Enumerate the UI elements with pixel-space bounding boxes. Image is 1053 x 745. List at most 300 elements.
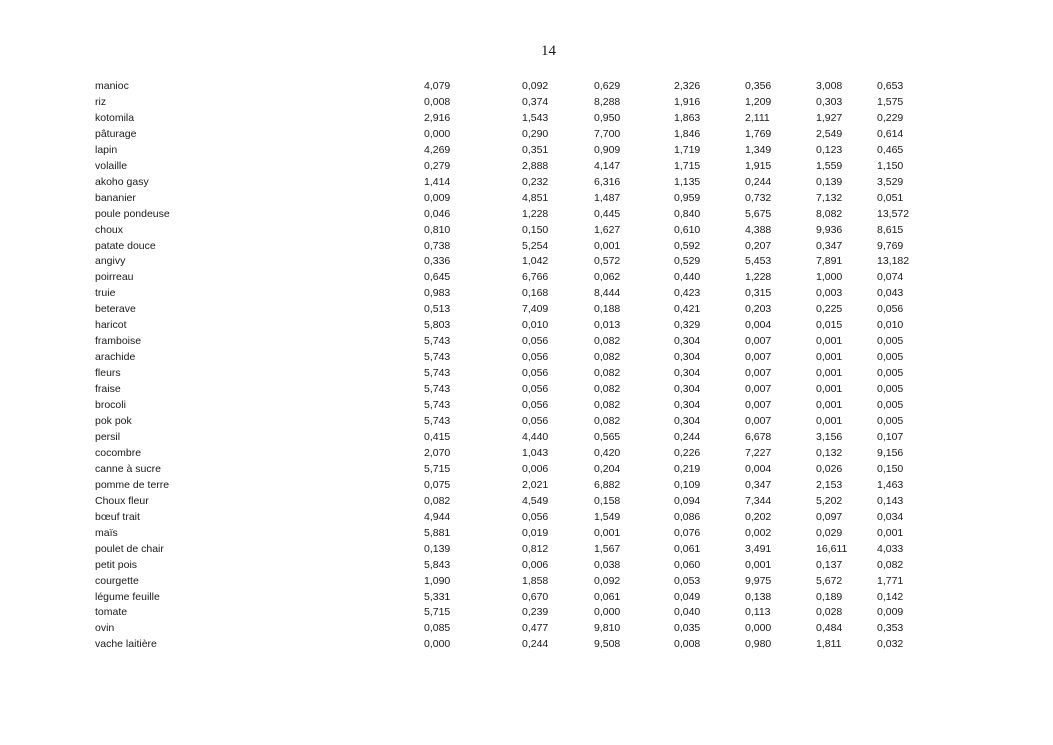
table-cell: 5,881: [424, 526, 451, 539]
table-row: [95, 590, 937, 606]
row-label: ovin: [95, 622, 115, 635]
table-row: [95, 414, 937, 430]
table-cell: 0,123: [816, 143, 843, 156]
table-cell: 9,936: [816, 223, 843, 236]
row-label: bœuf trait: [95, 510, 140, 523]
table-cell: 0,226: [674, 446, 701, 459]
table-cell: 2,070: [424, 446, 451, 459]
table-cell: 0,082: [594, 383, 621, 396]
table-row: [95, 79, 937, 95]
table-cell: 0,738: [424, 239, 451, 252]
row-label: angivy: [95, 255, 126, 268]
table-cell: 0,056: [522, 367, 549, 380]
table-cell: 1,846: [674, 127, 701, 140]
table-cell: 0,477: [522, 622, 549, 635]
row-label: pâturage: [95, 127, 137, 140]
table-cell: 0,204: [594, 462, 621, 475]
row-label: légume feuille: [95, 590, 160, 603]
table-cell: 9,769: [877, 239, 904, 252]
table-cell: 0,336: [424, 255, 451, 268]
table-cell: 4,147: [594, 159, 621, 172]
table-cell: 0,009: [424, 191, 451, 204]
table-cell: 0,139: [424, 542, 451, 555]
table-cell: 0,304: [674, 351, 701, 364]
table-cell: 0,019: [522, 526, 549, 539]
row-label: akoho gasy: [95, 175, 149, 188]
table-cell: 2,153: [816, 478, 843, 491]
table-cell: 0,008: [424, 95, 451, 108]
table-cell: 0,304: [674, 335, 701, 348]
table-cell: 0,810: [424, 223, 451, 236]
row-label: fleurs: [95, 367, 121, 380]
table-cell: 0,005: [877, 383, 904, 396]
table-cell: 0,219: [674, 462, 701, 475]
table-cell: 0,082: [594, 351, 621, 364]
table-cell: 9,156: [877, 446, 904, 459]
table-cell: 1,228: [745, 271, 772, 284]
table-cell: 4,033: [877, 542, 904, 555]
table-cell: 0,445: [594, 207, 621, 220]
table-cell: 0,001: [816, 399, 843, 412]
table-cell: 6,678: [745, 430, 772, 443]
table-cell: 0,351: [522, 143, 549, 156]
table-cell: 7,700: [594, 127, 621, 140]
table-cell: 0,244: [745, 175, 772, 188]
table-cell: 0,304: [674, 383, 701, 396]
row-label: cocombre: [95, 446, 142, 459]
table-cell: 0,003: [816, 287, 843, 300]
table-cell: 0,006: [522, 462, 549, 475]
table-row: [95, 366, 937, 382]
table-cell: 0,049: [674, 590, 701, 603]
table-cell: 0,035: [674, 622, 701, 635]
table-row: [95, 175, 937, 191]
table-cell: 9,810: [594, 622, 621, 635]
table-cell: 4,079: [424, 80, 451, 92]
table-cell: 3,156: [816, 430, 843, 443]
table-cell: 1,135: [674, 175, 701, 188]
row-label: pomme de terre: [95, 478, 170, 491]
row-label: lapin: [95, 143, 118, 156]
table-cell: 0,061: [674, 542, 701, 555]
table-cell: 13,182: [877, 255, 910, 268]
row-label: framboise: [95, 335, 142, 348]
table-row: [95, 223, 937, 239]
table-cell: 0,007: [745, 367, 772, 380]
table-cell: 3,529: [877, 175, 904, 188]
table-cell: 8,288: [594, 95, 621, 108]
table-cell: 13,572: [877, 207, 910, 220]
table-cell: 2,549: [816, 127, 843, 140]
table-cell: 0,002: [745, 526, 772, 539]
table-cell: 1,543: [522, 111, 549, 124]
table-cell: 1,000: [816, 271, 843, 284]
table-cell: 0,484: [816, 622, 843, 635]
table-cell: 7,344: [745, 494, 772, 507]
table-cell: 5,715: [424, 462, 451, 475]
table-cell: 1,414: [424, 175, 451, 188]
table-row: [95, 558, 937, 574]
table-cell: 9,508: [594, 638, 621, 651]
table-row: [95, 382, 937, 398]
table-cell: 0,158: [594, 494, 621, 507]
table-cell: 5,743: [424, 351, 451, 364]
row-label: canne à sucre: [95, 462, 161, 475]
table-cell: 0,670: [522, 590, 549, 603]
table-cell: 0,732: [745, 191, 772, 204]
table-cell: 0,132: [816, 446, 843, 459]
table-cell: 5,743: [424, 415, 451, 428]
table-cell: 4,388: [745, 223, 772, 236]
table-cell: 0,001: [816, 383, 843, 396]
table-cell: 5,715: [424, 606, 451, 619]
table-cell: 0,329: [674, 319, 701, 332]
table-cell: 0,142: [877, 590, 904, 603]
table-cell: 0,000: [594, 606, 621, 619]
table-cell: 0,232: [522, 175, 549, 188]
table-cell: 0,004: [745, 462, 772, 475]
table-cell: 0,572: [594, 255, 621, 268]
table-cell: 5,453: [745, 255, 772, 268]
table-cell: 0,010: [522, 319, 549, 332]
table-cell: 0,645: [424, 271, 451, 284]
row-label: tomate: [95, 606, 128, 619]
table-cell: 1,811: [816, 638, 842, 651]
table-cell: 5,202: [816, 494, 843, 507]
table-row: [95, 621, 937, 637]
table-cell: 0,440: [674, 271, 701, 284]
row-label: petit pois: [95, 558, 138, 571]
table-cell: 0,061: [594, 590, 621, 603]
table-cell: 0,139: [816, 175, 843, 188]
table-cell: 0,303: [816, 95, 843, 108]
table-cell: 0,094: [674, 494, 701, 507]
table-cell: 1,719: [674, 143, 701, 156]
data-table: [95, 79, 937, 653]
table-cell: 0,290: [522, 127, 549, 140]
table-cell: 0,007: [745, 399, 772, 412]
table-cell: 0,056: [877, 303, 904, 316]
table-cell: 0,203: [745, 303, 772, 316]
table-cell: 0,465: [877, 143, 904, 156]
table-cell: 4,269: [424, 143, 451, 156]
table-row: [95, 350, 937, 366]
table-cell: 2,888: [522, 159, 549, 172]
table-row: [95, 270, 937, 286]
table-row: [95, 191, 937, 207]
table-cell: 0,229: [877, 111, 904, 124]
table-cell: 1,916: [674, 95, 701, 108]
table-cell: 1,627: [594, 223, 621, 236]
table-cell: 0,202: [745, 510, 772, 523]
table-cell: 0,107: [877, 430, 904, 443]
table-cell: 0,592: [674, 239, 701, 252]
table-cell: 0,137: [816, 558, 843, 571]
table-cell: 0,060: [674, 558, 701, 571]
table-cell: 0,013: [594, 319, 621, 332]
table-cell: 0,812: [522, 542, 549, 555]
table-cell: 1,863: [674, 111, 701, 124]
table-cell: 5,743: [424, 399, 451, 412]
table-row: [95, 111, 937, 127]
table-cell: 0,056: [522, 335, 549, 348]
table-cell: 1,559: [816, 159, 843, 172]
table-cell: 5,672: [816, 574, 843, 587]
table-cell: 0,980: [745, 638, 772, 651]
table-cell: 3,008: [816, 80, 843, 92]
table-cell: 0,008: [674, 638, 701, 651]
table-cell: 0,009: [877, 606, 904, 619]
table-cell: 0,056: [522, 510, 549, 523]
table-cell: 0,056: [522, 399, 549, 412]
table-cell: 0,225: [816, 303, 843, 316]
table-cell: 1,349: [745, 143, 772, 156]
table-cell: 7,409: [522, 303, 549, 316]
table-cell: 0,347: [816, 239, 843, 252]
table-cell: 0,239: [522, 606, 549, 619]
table-cell: 5,843: [424, 558, 451, 571]
table-cell: 1,549: [594, 510, 621, 523]
table-cell: 5,743: [424, 335, 451, 348]
table-cell: 0,653: [877, 80, 904, 92]
table-cell: 6,316: [594, 175, 621, 188]
table-cell: 0,001: [816, 335, 843, 348]
table-cell: 0,092: [522, 80, 549, 92]
table-row: [95, 526, 937, 542]
table-cell: 0,034: [877, 510, 904, 523]
table-cell: 0,029: [816, 526, 843, 539]
table-cell: 0,188: [594, 303, 621, 316]
table-cell: 1,769: [745, 127, 772, 140]
table-cell: 0,040: [674, 606, 701, 619]
table-cell: 0,610: [674, 223, 701, 236]
table-row: [95, 462, 937, 478]
table-row: [95, 494, 937, 510]
table-cell: 0,189: [816, 590, 843, 603]
row-label: choux: [95, 223, 124, 236]
table-cell: 0,150: [877, 462, 904, 475]
table-cell: 0,097: [816, 510, 843, 523]
table-cell: 1,463: [877, 478, 904, 491]
table-cell: 1,090: [424, 574, 451, 587]
table-cell: 1,043: [522, 446, 549, 459]
table-cell: 1,927: [816, 111, 843, 124]
table-cell: 0,840: [674, 207, 701, 220]
table-cell: 0,043: [877, 287, 904, 300]
table-cell: 1,487: [594, 191, 621, 204]
table-cell: 0,423: [674, 287, 701, 300]
table-cell: 1,771: [877, 574, 904, 587]
table-row: [95, 286, 937, 302]
table-cell: 5,743: [424, 367, 451, 380]
table-cell: 0,005: [877, 399, 904, 412]
table-cell: 0,005: [877, 367, 904, 380]
table-cell: 0,374: [522, 95, 549, 108]
table-cell: 0,056: [522, 383, 549, 396]
row-label: truie: [95, 287, 116, 300]
table-cell: 0,001: [594, 239, 621, 252]
table-row: [95, 510, 937, 526]
row-label: poule pondeuse: [95, 207, 170, 220]
table-cell: 0,207: [745, 239, 772, 252]
table-cell: 4,549: [522, 494, 549, 507]
table-row: [95, 302, 937, 318]
table-cell: 0,353: [877, 622, 904, 635]
table-cell: 0,082: [594, 367, 621, 380]
table-cell: 1,567: [594, 542, 621, 555]
table-cell: 1,575: [877, 95, 904, 108]
table-cell: 0,074: [877, 271, 904, 284]
table-row: [95, 334, 937, 350]
table-cell: 0,001: [745, 558, 772, 571]
table-cell: 4,944: [424, 510, 451, 523]
row-label: volaille: [95, 159, 128, 172]
table-row: [95, 446, 937, 462]
table-cell: 7,132: [816, 191, 843, 204]
table-cell: 9,975: [745, 574, 772, 587]
table-row: [95, 159, 937, 175]
table-row: [95, 127, 937, 143]
table-cell: 0,005: [877, 335, 904, 348]
table-cell: 0,143: [877, 494, 904, 507]
table-cell: 0,004: [745, 319, 772, 332]
table-cell: 0,001: [816, 367, 843, 380]
table-cell: 1,858: [522, 574, 549, 587]
table-cell: 0,614: [877, 127, 904, 140]
table-cell: 0,415: [424, 430, 451, 443]
row-label: manioc: [95, 80, 129, 92]
table-cell: 5,331: [424, 590, 451, 603]
table-cell: 0,113: [745, 606, 771, 619]
table-cell: 1,209: [745, 95, 772, 108]
table-cell: 0,053: [674, 574, 701, 587]
table-cell: 0,950: [594, 111, 621, 124]
row-label: haricot: [95, 319, 127, 332]
table-cell: 0,629: [594, 80, 621, 92]
table-cell: 0,082: [424, 494, 451, 507]
table-cell: 0,513: [424, 303, 451, 316]
row-label: brocoli: [95, 399, 126, 412]
table-cell: 0,000: [745, 622, 772, 635]
table-row: [95, 207, 937, 223]
table-row: [95, 95, 937, 111]
row-label: kotomila: [95, 111, 135, 124]
table-cell: 0,150: [522, 223, 549, 236]
table-cell: 0,909: [594, 143, 621, 156]
table-cell: 0,015: [816, 319, 843, 332]
table-cell: 4,440: [522, 430, 549, 443]
table-cell: 0,075: [424, 478, 451, 491]
table-cell: 0,085: [424, 622, 451, 635]
table-cell: 0,304: [674, 367, 701, 380]
table-cell: 1,042: [522, 255, 549, 268]
table-cell: 2,326: [674, 80, 701, 92]
table-cell: 0,244: [674, 430, 701, 443]
table-cell: 0,026: [816, 462, 843, 475]
table-row: [95, 430, 937, 446]
table-row: [95, 239, 937, 255]
table-cell: 0,082: [594, 399, 621, 412]
table-cell: 5,675: [745, 207, 772, 220]
table-cell: 2,916: [424, 111, 451, 124]
table-row: [95, 637, 937, 653]
table-cell: 0,056: [522, 415, 549, 428]
table-cell: 0,005: [877, 351, 904, 364]
table-cell: 5,743: [424, 383, 451, 396]
table-cell: 1,150: [877, 159, 904, 172]
table-cell: 6,882: [594, 478, 621, 491]
row-label: courgette: [95, 574, 139, 587]
table-cell: 4,851: [522, 191, 549, 204]
table-cell: 0,000: [424, 638, 451, 651]
row-label: pok pok: [95, 415, 132, 428]
row-label: patate douce: [95, 239, 156, 252]
table-cell: 0,356: [745, 80, 772, 92]
table-body: [95, 79, 937, 653]
table-row: [95, 143, 937, 159]
table-cell: 7,227: [745, 446, 772, 459]
table-cell: 0,038: [594, 558, 621, 571]
table-row: [95, 254, 937, 270]
table-cell: 0,168: [522, 287, 549, 300]
table-row: [95, 398, 937, 414]
row-label: arachide: [95, 351, 136, 364]
row-label: poirreau: [95, 271, 134, 284]
table-cell: 0,304: [674, 415, 701, 428]
table-cell: 0,007: [745, 415, 772, 428]
table-cell: 0,032: [877, 638, 904, 651]
table-cell: 1,228: [522, 207, 549, 220]
table-cell: 0,076: [674, 526, 701, 539]
row-label: fraise: [95, 383, 121, 396]
table-cell: 0,304: [674, 399, 701, 412]
row-label: poulet de chair: [95, 542, 164, 555]
table-cell: 0,007: [745, 335, 772, 348]
table-cell: 0,138: [745, 590, 772, 603]
table-cell: 0,109: [674, 478, 701, 491]
table-cell: 0,279: [424, 159, 451, 172]
table-cell: 0,086: [674, 510, 701, 523]
table-cell: 2,111: [745, 111, 770, 124]
row-label: bananier: [95, 191, 136, 204]
table-cell: 0,082: [594, 415, 621, 428]
table-cell: 6,766: [522, 271, 549, 284]
table-cell: 0,082: [877, 558, 904, 571]
row-label: vache laitière: [95, 638, 157, 651]
table-cell: 0,046: [424, 207, 451, 220]
table-cell: 8,444: [594, 287, 621, 300]
row-label: Choux fleur: [95, 494, 149, 507]
table-cell: 0,056: [522, 351, 549, 364]
table-cell: 0,315: [745, 287, 772, 300]
table-cell: 1,915: [745, 159, 772, 172]
table-cell: 1,715: [674, 159, 701, 172]
table-cell: 16,611: [816, 542, 848, 555]
table-cell: 0,092: [594, 574, 621, 587]
table-cell: 0,082: [594, 335, 621, 348]
table-cell: 0,565: [594, 430, 621, 443]
table-cell: 0,028: [816, 606, 843, 619]
table-cell: 3,491: [745, 542, 772, 555]
table-cell: 0,051: [877, 191, 904, 204]
table-cell: 8,082: [816, 207, 843, 220]
table-cell: 0,006: [522, 558, 549, 571]
table-row: [95, 318, 937, 334]
row-label: persil: [95, 430, 121, 443]
table-cell: 0,001: [816, 351, 843, 364]
table-cell: 0,529: [674, 255, 701, 268]
table-cell: 0,001: [877, 526, 904, 539]
